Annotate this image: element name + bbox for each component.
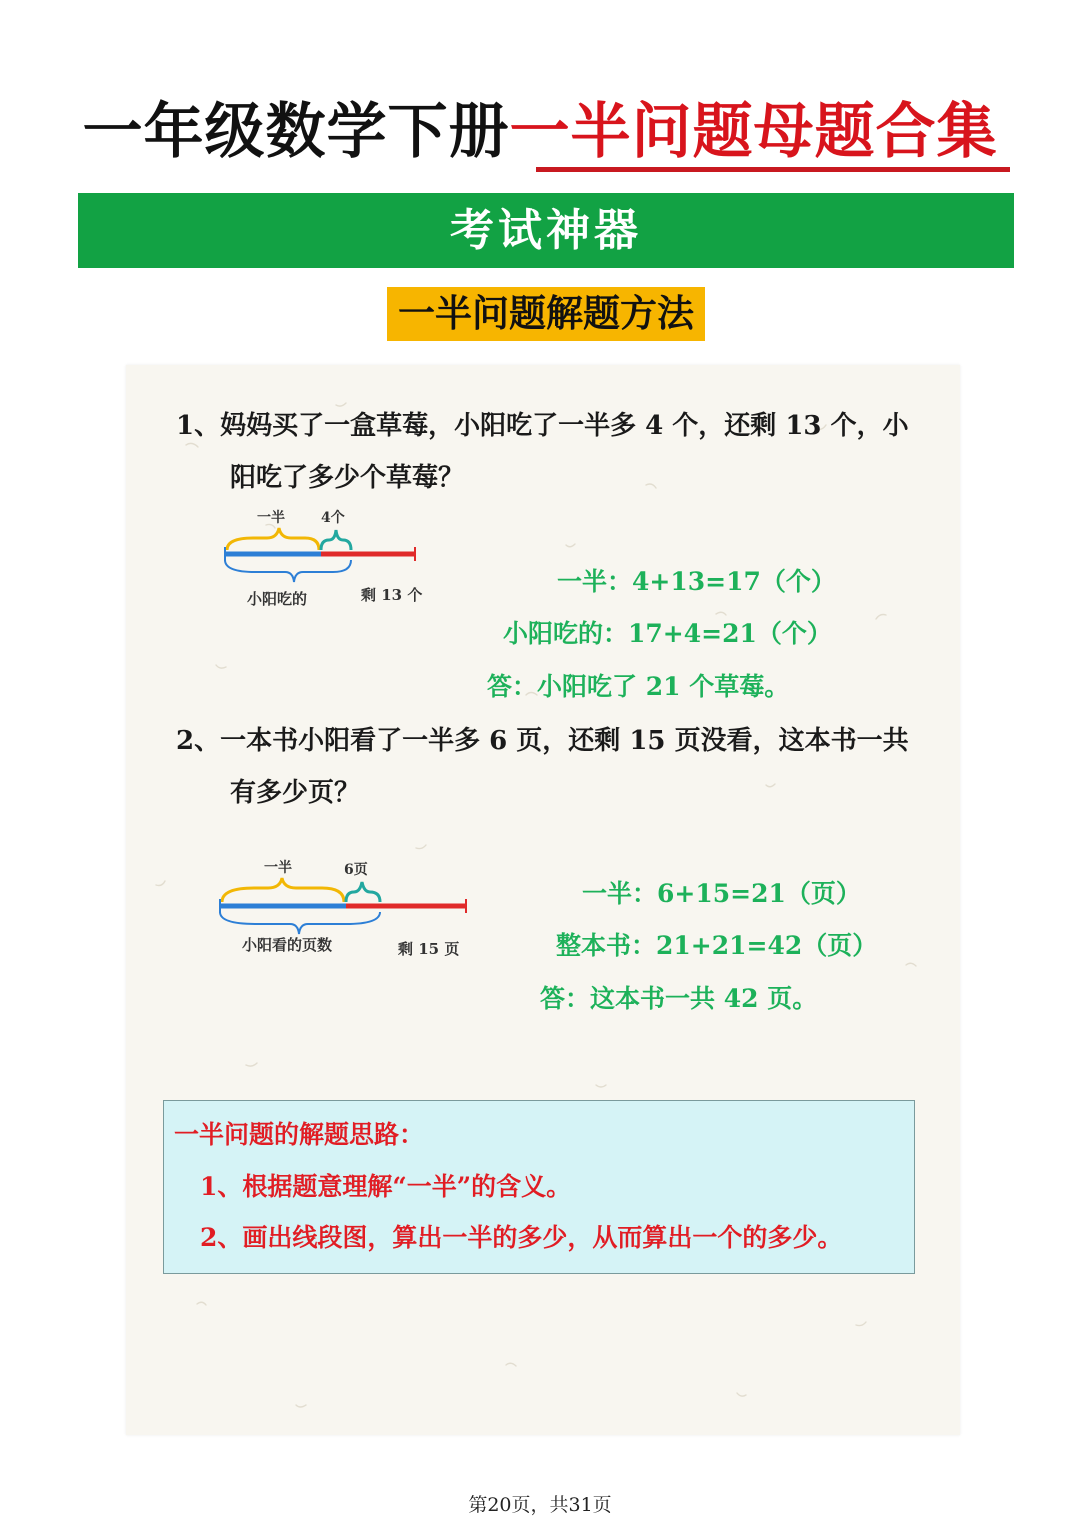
label-eaten: 小阳吃的 xyxy=(247,590,308,608)
tip-item-2: 2、画出线段图，算出一半的多少，从而算出一个的多少。 xyxy=(200,1223,843,1252)
line-diagram-1 xyxy=(215,502,435,612)
solution-1-answer: 答：小阳吃了 21 个草莓。 xyxy=(487,672,790,701)
brace-extra-top xyxy=(346,882,380,902)
label-left: 剩 13 个 xyxy=(361,586,423,604)
brace-half-top xyxy=(222,878,344,902)
label-extra: 6页 xyxy=(344,862,368,878)
label-half: 一半 xyxy=(257,510,285,526)
brace-read-bottom xyxy=(220,912,380,934)
problem-1-text-line2: 阳吃了多少个草莓？ xyxy=(230,463,465,493)
tip-item-1: 1、根据题意理解“一半”的含义。 xyxy=(200,1172,572,1201)
solution-2-line1: 一半：6+15=21（页） xyxy=(582,879,861,908)
problem-1-text-line1: 1、妈妈买了一盒草莓，小阳吃了一半多 4 个，还剩 13 个，小 xyxy=(176,411,909,441)
tips-heading: 一半问题的解题思路： xyxy=(174,1120,425,1149)
solution-2-line2: 整本书：21+21=42（页） xyxy=(556,931,878,960)
title-prefix: 一年级数学下册 xyxy=(82,97,510,167)
page-title xyxy=(0,92,1080,172)
brace-half-top xyxy=(227,528,319,550)
line-diagram-2 xyxy=(212,852,482,962)
brace-eaten-bottom xyxy=(225,560,351,582)
solution-1-line1: 一半：4+13=17（个） xyxy=(557,567,836,596)
section-label: 一半问题解题方法 xyxy=(387,287,705,341)
problem-2-text-line1: 2、一本书小阳看了一半多 6 页，还剩 15 页没看，这本书一共 xyxy=(176,726,909,756)
label-left: 剩 15 页 xyxy=(398,940,460,958)
brace-extra-top xyxy=(321,530,351,550)
label-extra: 4个 xyxy=(321,510,345,526)
title-highlight: 一半问题母题合集 xyxy=(509,97,998,167)
solution-1-line2: 小阳吃的：17+4=21（个） xyxy=(503,619,832,648)
label-read: 小阳看的页数 xyxy=(242,936,333,954)
solution-2-answer: 答：这本书一共 42 页。 xyxy=(540,984,818,1013)
title-underline xyxy=(536,167,1010,172)
label-half: 一半 xyxy=(264,860,292,876)
problem-2-text-line2: 有多少页？ xyxy=(230,778,361,808)
banner: 考试神器 xyxy=(78,193,1014,268)
page-number: 第20页，共31页 xyxy=(468,1494,612,1516)
